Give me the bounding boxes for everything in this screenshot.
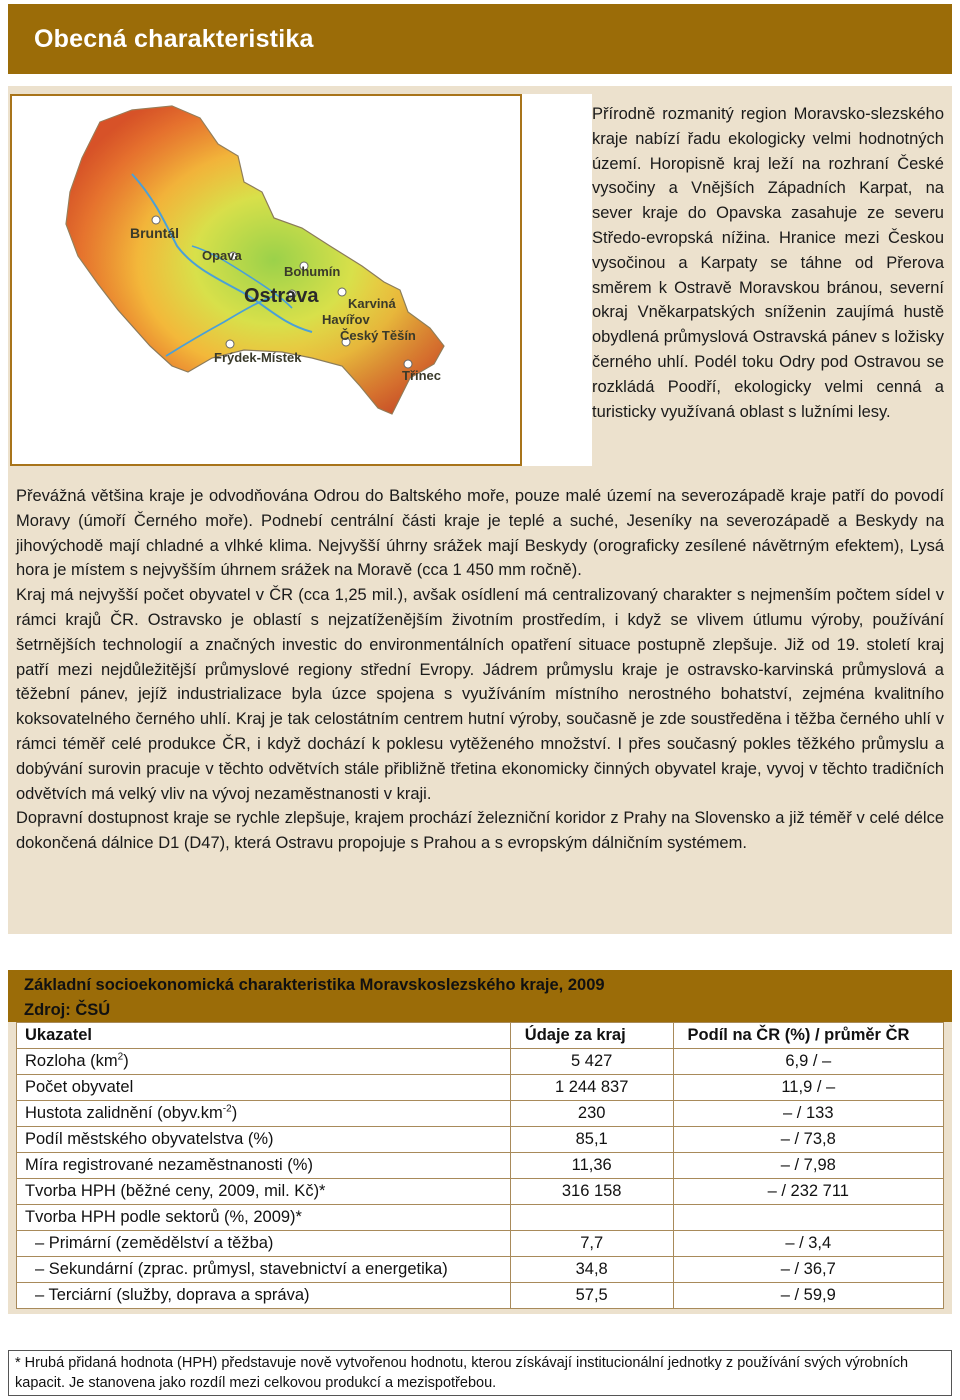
row-indicator-text: Tvorba HPH podle sektorů (%, 2009)* — [25, 1208, 302, 1226]
table-row — [17, 1101, 944, 1127]
row-region-value: 1 244 837 — [510, 1075, 673, 1101]
row-indicator — [17, 1257, 511, 1283]
table-row — [17, 1179, 944, 1205]
row-indicator-text: Hustota zalidnění (obyv.km — [25, 1104, 223, 1122]
row-indicator-text: Podíl městského obyvatelstva (%) — [25, 1130, 274, 1148]
table-row — [17, 1127, 944, 1153]
row-region-value: 34,8 — [510, 1257, 673, 1283]
intro-paragraph: Přírodně rozmanitý region Moravsko-slezského kraje nabízí řadu ekologicky velmi hodnotných území. Horopisně kraj leží na rozhraní České vysočiny a Vnějších Západních Karpat, na sever kraje do Opavska zasahuje ze severu Středo-evropská nížina. Hranice mezi Českou vysočinou a Karpaty se táhne od Přerova směrem k Ostravě Moravskou bránou, severní okraj Vněkarpatských sníženin zaujímá hustě obydlená průmyslová Ostravská pánev s ložisky černého uhlí. Podél toku Odry pod Ostravou se rozkládá Poodří, ekologicky velmi cenná a turisticky využívaná oblast s lužními lesy. — [592, 105, 944, 421]
row-indicator-text: Míra registrované nezaměstnanosti (%) — [25, 1156, 313, 1174]
row-region-value: 57,5 — [510, 1283, 673, 1309]
row-indicator-text: – Primární (zemědělství a těžba) — [35, 1234, 274, 1252]
table-row — [17, 1205, 944, 1231]
row-indicator — [17, 1101, 511, 1127]
row-region-value: 85,1 — [510, 1127, 673, 1153]
map-label-opava: Opava — [202, 248, 242, 263]
row-share-value: – / 232 711 — [673, 1179, 943, 1205]
row-share-value: – / 59,9 — [673, 1283, 943, 1309]
map-label-frydek-mistek: Frýdek-Místek — [214, 350, 302, 365]
map-label-trinec: Třinec — [402, 368, 442, 383]
map-label-bohumin: Bohumín — [284, 264, 341, 279]
col-header-share: Podíl na ČR (%) / průměr ČR — [673, 1023, 943, 1049]
row-indicator — [17, 1231, 511, 1257]
map-label-ostrava: Ostrava — [244, 285, 319, 307]
row-indicator — [17, 1153, 511, 1179]
paragraph-transport: Dopravní dostupnost kraje se rychle zlepšuje, krajem prochází železniční koridor z Prahy na Slovensko a již téměř v celé délce dokončená dálnice D1 (D47), která Ostravu propojuje s Prahou a s evropským dálničním systémem. — [16, 809, 944, 853]
table-header-row — [17, 1023, 944, 1049]
map-label-cesky-tesin: Český Těšín — [340, 328, 416, 343]
row-indicator — [17, 1075, 511, 1101]
map-margin — [522, 94, 592, 466]
row-indicator-suffix: ) — [123, 1052, 129, 1070]
table-row — [17, 1231, 944, 1257]
row-indicator — [17, 1283, 511, 1309]
row-share-value: – / 133 — [673, 1101, 943, 1127]
paragraph-hydrology-climate: Převážná většina kraje je odvodňována Odrou do Baltského moře, pouze malé území na severozápadě kraje patří do povodí Moravy (úmoří Černého moře). Podnebí centrální části kraje je teplé a suché, Jeseníky na severozápadě a Beskydy na jihovýchodě mají chladné a vlhké klima. Nejvyšší úhrny srážek mají Beskydy (orograficky zesílené návětrným efektem), Lysá hora je místem s nejvyšším úhrnem srážek na Moravě (cca 1 450 mm ročně). — [16, 487, 944, 580]
row-share-value: – / 3,4 — [673, 1231, 943, 1257]
stats-table — [16, 1022, 944, 1309]
col-header-region: Údaje za kraj — [510, 1023, 673, 1049]
row-indicator-text: – Terciární (služby, doprava a správa) — [35, 1286, 310, 1304]
row-share-value — [673, 1205, 943, 1231]
row-region-value: 11,36 — [510, 1153, 673, 1179]
row-region-value: 7,7 — [510, 1231, 673, 1257]
header-bar — [8, 4, 952, 74]
row-region-value: 5 427 — [510, 1049, 673, 1075]
row-indicator-text: – Sekundární (zprac. průmysl, stavebnictví a energetika) — [35, 1260, 448, 1278]
region-map-graphic — [12, 96, 520, 464]
row-share-value: – / 36,7 — [673, 1257, 943, 1283]
table-title: Základní socioekonomická charakteristika Moravskoslezského kraje, 2009 — [24, 976, 605, 994]
table-header-bar — [8, 970, 952, 1022]
footnote: * Hrubá přidaná hodnota (HPH) představuje nově vytvořenou hodnotu, kterou získávají institucionální jednotky z používání svých výrobních kapacit. Je stanovena jako rozdíl mezi celkovou produkcí a mezispotřebou. — [8, 1350, 952, 1396]
table-row — [17, 1283, 944, 1309]
row-indicator — [17, 1127, 511, 1153]
row-indicator-text: Rozloha (km — [25, 1052, 118, 1070]
stats-table-box — [8, 970, 952, 1314]
content-box — [8, 86, 952, 934]
row-indicator — [17, 1179, 511, 1205]
body-text — [16, 484, 944, 856]
table-source: Zdroj: ČSÚ — [24, 1001, 111, 1019]
row-indicator — [17, 1049, 511, 1075]
table-body — [17, 1049, 944, 1309]
col-header-indicator: Ukazatel — [17, 1023, 511, 1049]
map-label-havirov: Havířov — [322, 312, 370, 327]
row-region-value — [510, 1205, 673, 1231]
map-label-bruntal: Bruntál — [130, 225, 179, 241]
map-label-karvina: Karviná — [348, 296, 396, 311]
table-row — [17, 1153, 944, 1179]
region-map — [10, 94, 522, 466]
row-unit-superscript: -2 — [222, 1103, 232, 1115]
paragraph-population-industry: Kraj má nejvyšší počet obyvatel v ČR (cca 1,25 mil.), avšak osídlení má centralizovaný charakter s nejmenším počtem sídel v rámci krajů ČR. Ostravsko je oblastí s nejzatíženějším životním prostředím, i když se vlivem útlumu výroby, používání šetrnějších technologií a značných investic do environmentálních opatření situace postupně zlepšuje. Již od 19. století kraj patří mezi nejdůležitější průmyslové regiony střední Evropy. Jádrem průmyslu kraje je ostravsko-karvinská průmyslová a těžební pánev, jejíž industrializace byla úzce spojena s využíváním místního nerostného bohatství, zejména kvalitního koksovatelného černého uhlí. Kraj je tak celostátním centrem hutní výroby, současně je zde soustředěna i těžba černého uhlí v rámci téměř celé produkce ČR, i když dochází k poklesu vytěženého množství. I přes současný pokles těžkého průmyslu a dobývání surovin pracuje v těchto odvětvích stále přibližně třetina ekonomicky činných obyvatel kraje, vyvoj v těchto tradičních odvětvích má velký vliv na vývoj nezaměstnanosti v kraji. — [16, 586, 944, 803]
table-row — [17, 1049, 944, 1075]
row-share-value: – / 73,8 — [673, 1127, 943, 1153]
row-share-value: – / 7,98 — [673, 1153, 943, 1179]
row-indicator-text: Tvorba HPH (běžné ceny, 2009, mil. Kč)* — [25, 1182, 326, 1200]
table-row — [17, 1075, 944, 1101]
row-unit-superscript: 2 — [117, 1051, 124, 1063]
row-indicator — [17, 1205, 511, 1231]
row-region-value: 230 — [510, 1101, 673, 1127]
table-row — [17, 1257, 944, 1283]
row-indicator-suffix: ) — [231, 1104, 238, 1122]
page-title: Obecná charakteristika — [34, 24, 314, 53]
row-indicator-text: Počet obyvatel — [25, 1078, 134, 1096]
row-region-value: 316 158 — [510, 1179, 673, 1205]
row-share-value: 11,9 / – — [673, 1075, 943, 1101]
row-share-value: 6,9 / – — [673, 1049, 943, 1075]
